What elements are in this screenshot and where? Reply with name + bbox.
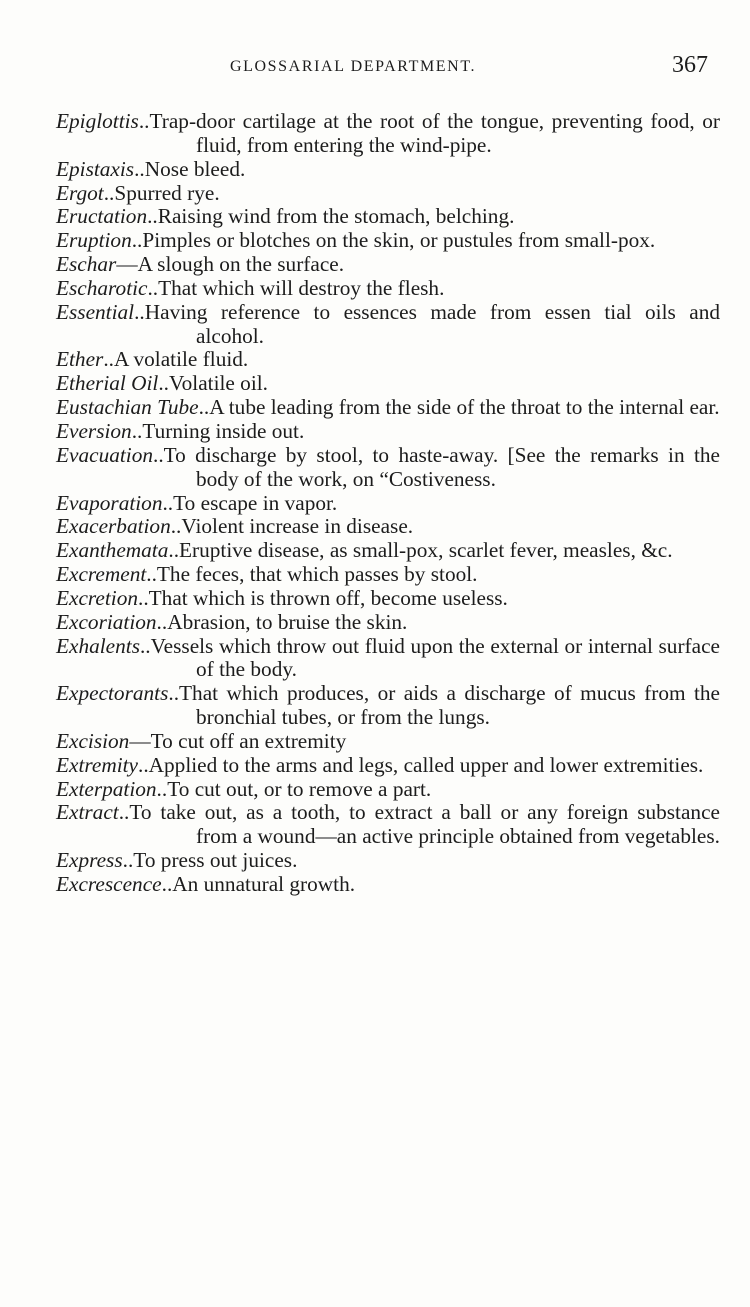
entry-separator: .. [170,514,182,539]
glossary-entry [56,229,720,253]
entry-term: Eversion [56,418,132,443]
page-header [0,52,750,82]
entry-separator: .. [198,395,210,420]
entry-separator: .. [156,776,168,801]
entry-term: Ether [56,347,104,372]
entry-separator: .. [103,347,114,372]
entry-separator: .. [139,633,151,658]
entry-term: Eustachian Tube [56,395,199,420]
glossary-entry [56,253,720,277]
glossary-entry [56,801,720,849]
entry-definition: Abrasion, to bruise the skin. [167,609,408,634]
entry-term: Evacuation [56,442,153,467]
glossary-entry [56,492,720,516]
entry-separator: .. [138,585,149,610]
glossary-entry [56,444,720,492]
entry-separator: .. [158,371,169,396]
glossary-entry [56,849,720,873]
entry-separator: .. [147,204,158,229]
entry-separator: .. [138,752,149,777]
entry-definition: Pimples or blotches on the skin, or pustules from small-pox. [142,228,656,253]
entry-term: Eruption [56,228,132,253]
entry-term: Exterpation [56,776,157,801]
entry-definition: A slough on the surface. [137,252,345,277]
entry-separator: .. [162,490,174,515]
entry-separator: .. [131,228,143,253]
entry-definition: Raising wind from the stomach, belching. [157,204,515,229]
entry-separator: .. [138,109,150,133]
entry-term: Eructation [56,204,148,229]
entry-term: Extremity [56,752,138,777]
entry-separator: .. [131,418,143,443]
entry-definition: A volatile fluid. [113,347,249,372]
entry-definition: Violent increase in disease. [181,514,414,539]
entry-term: Exhalents [56,633,140,658]
entry-definition: Volatile oil. [169,371,268,396]
entry-definition: That which is thrown off, become useless. [148,585,508,610]
glossary-entries [56,110,720,897]
entry-definition: To discharge by stool, to haste-away. [See the remarks in the body of the work, on “Costiveness. [163,442,720,491]
entry-term: Extract [56,800,119,825]
entry-definition: Eruptive disease, as small-pox, scarlet fever, measles, &c. [179,538,673,563]
glossary-entry [56,396,720,420]
entry-definition: To cut out, or to remove a part. [167,776,432,801]
entry-separator: .. [147,275,159,300]
entry-term: Exacerbation [56,514,171,539]
entry-definition: An unnatural growth. [172,872,356,896]
glossary-entry [56,563,720,587]
entry-term: Evaporation [56,490,163,515]
glossary-entry [56,277,720,301]
running-head: GLOSSARIAL DEPARTMENT. [230,58,477,75]
glossary-entry [56,205,720,229]
glossary-entry [56,754,720,778]
entry-term: Excrement [56,562,147,587]
entry-definition: That which produces, or aids a discharge of mucus from the bronchial tubes, or from the lungs. [179,681,720,730]
entry-definition: Applied to the arms and legs, called upper and lower extremities. [148,752,704,777]
glossary-entry [56,158,720,182]
entry-definition: Nose bleed. [144,156,246,181]
glossary-entry [56,587,720,611]
entry-term: Expectorants [56,681,169,706]
entry-separator: .. [168,681,180,706]
entry-term: Essential [56,299,135,324]
glossary-entry [56,778,720,802]
entry-definition: Trap-door cartilage at the root of the tongue, preventing food, or fluid, from entering the wind-pipe. [149,109,720,157]
entry-term: Epiglottis [56,109,139,133]
glossary-entry [56,539,720,563]
entry-term: Excretion [56,585,138,610]
entry-definition: A tube leading from the side of the throat to the internal ear. [209,395,720,420]
entry-definition: Having reference to essences made from essen tial oils and alcohol. [144,299,720,348]
entry-separator: — [116,252,138,277]
entry-definition: The feces, that which passes by stool. [156,562,478,587]
entry-term: Exanthemata [56,538,169,563]
glossary-entry [56,182,720,206]
entry-separator: .. [153,442,164,467]
entry-definition: Turning inside out. [142,418,305,443]
entry-separator: — [129,728,151,753]
entry-definition: Spurred rye. [114,180,220,205]
entry-separator: .. [146,562,157,587]
entry-term: Escharotic [56,275,148,300]
glossary-entry [56,420,720,444]
entry-term: Epistaxis [56,156,135,181]
entry-definition: To escape in vapor. [173,490,338,515]
entry-term: Express [56,848,123,873]
entry-separator: .. [161,872,173,896]
entry-separator: .. [134,156,145,181]
entry-definition: To press out juices. [133,848,298,873]
glossary-entry [56,873,720,897]
entry-term: Etherial Oil [56,371,159,396]
entry-term: Excoriation [56,609,157,634]
entry-definition: To cut off an extremity [150,728,347,753]
entry-separator: .. [103,180,115,205]
entry-separator: .. [122,848,134,873]
entry-term: Eschar [56,252,117,277]
entry-definition: Vessels which throw out fluid upon the external or internal surface of the body. [150,633,720,682]
entry-definition: That which will destroy the flesh. [158,275,445,300]
glossary-entry [56,372,720,396]
glossary-entry [56,110,720,158]
page-number: 367 [672,52,708,78]
glossary-entry [56,635,720,683]
entry-definition: To take out, as a tooth, to extract a ball or any foreign substance from a wound—an active principle obtained from vegetables. [129,800,720,849]
glossary-entry [56,515,720,539]
glossary-entry [56,301,720,349]
glossary-entry [56,682,720,730]
entry-separator: .. [118,800,130,825]
entry-term: Ergot [56,180,104,205]
glossary-entry [56,348,720,372]
entry-term: Excision [56,728,130,753]
glossary-entry [56,730,720,754]
entry-separator: .. [134,299,145,324]
entry-separator: .. [168,538,180,563]
glossary-entry [56,611,720,635]
entry-separator: .. [156,609,168,634]
entry-term: Excrescence [56,872,162,896]
